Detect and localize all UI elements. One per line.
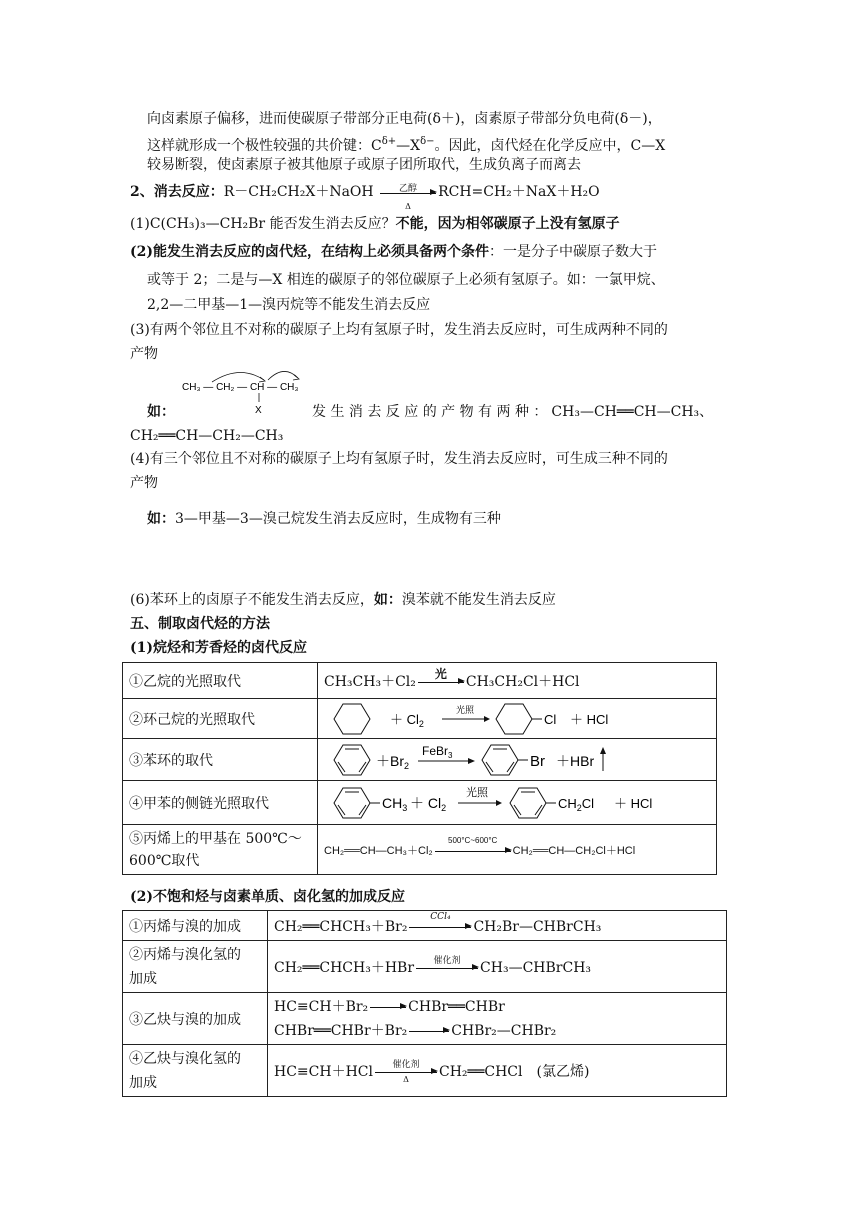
- text-line: 产物: [130, 346, 158, 362]
- svg-text:＋ HCl: ＋ HCl: [570, 711, 609, 727]
- text-line: 或等于 2；二是与—X 相连的碳原子的邻位碳原子上必须有氢原子。如：一氯甲烷、: [147, 272, 665, 288]
- reaction-arrow: [370, 1005, 406, 1008]
- text-line: 较易断裂，使卤素原子被其他原子或原子团所取代，生成负离子而离去: [147, 157, 581, 173]
- reaction-arrow: 催化剂 Δ: [375, 1070, 437, 1073]
- table-cell: CH₃CH₃＋Cl₂ 光 CH₃CH₂Cl＋HCl: [318, 663, 717, 699]
- svg-text:＋HBr: ＋HBr: [556, 752, 595, 769]
- text-line: 2,2—二甲基—1—溴丙烷等不能发生消去反应: [147, 297, 431, 313]
- svg-text:＋ Cl2: ＋ $Cl_2$: [390, 711, 424, 729]
- svg-text:＋ Cl2: ＋ $Cl_2$: [410, 794, 447, 813]
- table-row: [123, 993, 727, 1045]
- svg-text:CH3: $CH_3$: [382, 794, 408, 813]
- table-cell: ②环己烷的光照取代: [123, 699, 318, 739]
- table-cell: HC≡CH＋Br₂ CHBr══CHBr CHBr══CHBr＋Br₂ CHBr₂—CHBr₂: [268, 993, 727, 1045]
- text-line: 如：3—甲基—3—溴己烷发生消去反应时，生成物有三种: [147, 511, 501, 527]
- table-cell: ①丙烯与溴的加成: [123, 911, 268, 941]
- svg-text:＋ HCl: ＋ HCl: [614, 795, 653, 811]
- text-line: 发 生 消 去 反 应 的 产 物 有 两 种 ： CH₃—CH══CH—CH₃、: [312, 404, 714, 420]
- subheading: (1)烷烃和芳香烃的卤代反应: [130, 640, 307, 656]
- example-label: 如：: [147, 404, 175, 420]
- table-cell: ③苯环的取代: [123, 739, 318, 781]
- table-row: [123, 825, 717, 875]
- reaction-arrow: 催化剂: [416, 966, 478, 969]
- halogenation-table: [122, 662, 717, 875]
- table-row: [123, 699, 717, 739]
- table-cell: ⑤丙烯上的甲基在 500℃～ 600℃取代: [123, 825, 318, 875]
- table-row: [123, 781, 717, 825]
- point-6: (6)苯环上的卤原子不能发生消去反应，如：溴苯就不能发生消去反应: [130, 592, 556, 608]
- text-line: 这样就形成一个极性较强的共价键：$C^{\delta+}—X^{\delta-}$。因此，卤代烃在化学反应中，C—X: [147, 136, 666, 154]
- structure-x: X: [255, 405, 262, 416]
- text-line: 产物: [130, 475, 158, 491]
- svg-text:光照: 光照: [455, 704, 475, 715]
- table-row: [123, 739, 717, 781]
- svg-text:Cl: Cl: [544, 711, 557, 727]
- table-cell: ②丙烯与溴化氢的 加成: [123, 941, 268, 993]
- point-2: (2)能发生消去反应的卤代烃，在结构上必须具备两个条件：一是分子中碳原子数大于: [130, 244, 657, 260]
- reaction-arrow: CCl₄: [409, 925, 471, 928]
- section-heading: 2、消去反应：: [130, 184, 224, 200]
- table-cell: HC≡CH＋HCl 催化剂 Δ CH₂══CHCl (氯乙烯): [268, 1045, 727, 1097]
- svg-text:＋Br2: $+Br_2$: [376, 752, 410, 771]
- butyl-halide-structure: [178, 364, 318, 422]
- table-cell: ①乙烷的光照取代: [123, 663, 318, 699]
- subheading: (2)不饱和烃与卤素单质、卤化氢的加成反应: [130, 889, 405, 905]
- table-row: [123, 941, 727, 993]
- table-cell: [318, 781, 717, 825]
- table-cell: ③乙炔与溴的加成: [123, 993, 268, 1045]
- table-row: [123, 663, 717, 699]
- reaction-arrow: 500°C~600°C: [435, 849, 511, 852]
- reaction-arrow: [409, 1029, 449, 1032]
- addition-table: [122, 910, 727, 1097]
- section-heading: 五、制取卤代烃的方法: [130, 616, 270, 632]
- table-cell: CH₂══CHCH₃＋Br₂ CCl₄ CH₂Br—CHBrCH₃: [268, 911, 727, 941]
- table-row: [123, 911, 727, 941]
- reaction-arrow: 乙醇 Δ: [380, 191, 436, 194]
- svg-text:FeBr3: FeBr$_3$: [422, 743, 453, 760]
- structure-chain: CH₃ — CH₂ — CH — CH₃: [182, 382, 299, 393]
- svg-text:光照: 光照: [466, 786, 488, 799]
- question-1: (1)C(CH₃)₃—CH₂Br 能否发生消去反应？不能，因为相邻碳原子上没有氢原子: [130, 216, 620, 232]
- table-cell: ④甲苯的侧链光照取代: [123, 781, 318, 825]
- table-cell: ④乙炔与溴化氢的 加成: [123, 1045, 268, 1097]
- text-line: CH₂══CH—CH₂—CH₃: [130, 428, 284, 444]
- svg-text:Br: Br: [530, 752, 545, 770]
- section-2-equation: 2、消去反应：R－CH₂CH₂X＋NaOH 乙醇 Δ RCH=CH₂＋NaX＋H₂O: [130, 183, 600, 211]
- table-cell: [318, 699, 717, 739]
- table-cell: [318, 739, 717, 781]
- point-3: (3)有两个邻位且不对称的碳原子上均有氢原子时，发生消去反应时，可生成两种不同的: [130, 322, 668, 338]
- table-cell: CH₂══CHCH₃＋HBr 催化剂 CH₃—CHBrCH₃: [268, 941, 727, 993]
- svg-text:CH2Cl: $CH_2Cl$: [558, 795, 595, 813]
- text-line: 向卤素原子偏移，进而使碳原子带部分正电荷(δ＋)，卤素原子带部分负电荷(δ－)，: [147, 111, 662, 127]
- reaction-arrow: 光: [418, 680, 464, 683]
- table-row: [123, 1045, 727, 1097]
- point-4: (4)有三个邻位且不对称的碳原子上均有氢原子时，发生消去反应时，可生成三种不同的: [130, 451, 668, 467]
- table-cell: CH₂══CH—CH₃＋Cl₂ 500°C~600°C CH₂══CH—CH₂Cl＋HCl: [318, 825, 717, 875]
